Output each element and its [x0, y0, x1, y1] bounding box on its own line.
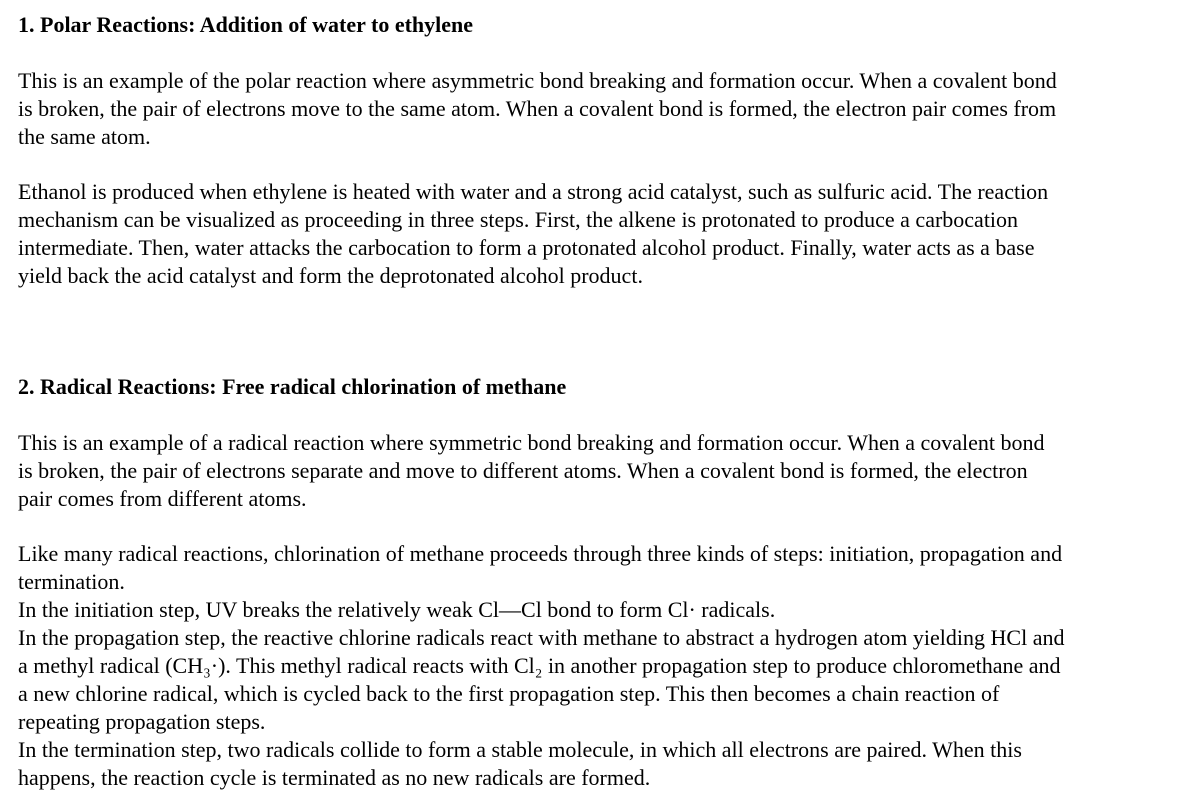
- text-line: intermediate. Then, water attacks the carbocation to form a protonated alcohol product. Finally, water acts as a base: [18, 235, 1035, 260]
- section-1-paragraph-2: [18, 178, 1048, 290]
- text-line: the same atom.: [18, 124, 151, 149]
- text-line: yield back the acid catalyst and form the deprotonated alcohol product.: [18, 263, 643, 288]
- text-line: This is an example of a radical reaction where symmetric bond breaking and formation occur. When a covalent bond: [18, 430, 1045, 455]
- text-line: repeating propagation steps.: [18, 709, 266, 734]
- text-line: happens, the reaction cycle is terminated as no new radicals are formed.: [18, 765, 651, 790]
- text-line: Like many radical reactions, chlorination of methane proceeds through three kinds of steps: initiation, propagation and: [18, 541, 1063, 566]
- section-2-paragraph-1: [18, 429, 1045, 513]
- text-line: a new chlorine radical, which is cycled back to the first propagation step. This then becomes a chain reaction of: [18, 681, 1000, 706]
- text-line: In the propagation step, the reactive chlorine radicals react with methane to abstract a hydrogen atom yielding HCl and: [18, 625, 1065, 650]
- section-2-paragraph-2: [18, 540, 1064, 792]
- text-line: In the initiation step, UV breaks the relatively weak Cl—Cl bond to form Cl· radicals.: [18, 597, 776, 622]
- text-line: is broken, the pair of electrons separate and move to different atoms. When a covalent bond is formed, the electron: [18, 458, 1028, 483]
- text-line: Ethanol is produced when ethylene is heated with water and a strong acid catalyst, such as sulfuric acid. The reaction: [18, 179, 1049, 204]
- text-line: In the termination step, two radicals collide to form a stable molecule, in which all electrons are paired. When this: [18, 737, 1022, 762]
- text-line: This is an example of the polar reaction where asymmetric bond breaking and formation occur. When a covalent bond: [18, 68, 1057, 93]
- text-line: a methyl radical (CH₃·). This methyl radical reacts with Cl₂ in another propagation step to produce chloromethane and: [18, 653, 1061, 678]
- text-line: pair comes from different atoms.: [18, 486, 307, 511]
- section-2-heading: 2. Radical Reactions: Free radical chlorination of methane: [18, 374, 567, 399]
- text-line: termination.: [18, 569, 125, 594]
- text-line: is broken, the pair of electrons move to the same atom. When a covalent bond is formed, the electron pair comes from: [18, 96, 1057, 121]
- section-1-paragraph-1: [18, 67, 1057, 151]
- section-1-heading: 1. Polar Reactions: Addition of water to ethylene: [18, 12, 474, 37]
- text-line: mechanism can be visualized as proceeding in three steps. First, the alkene is protonated to produce a carbocation: [18, 207, 1019, 232]
